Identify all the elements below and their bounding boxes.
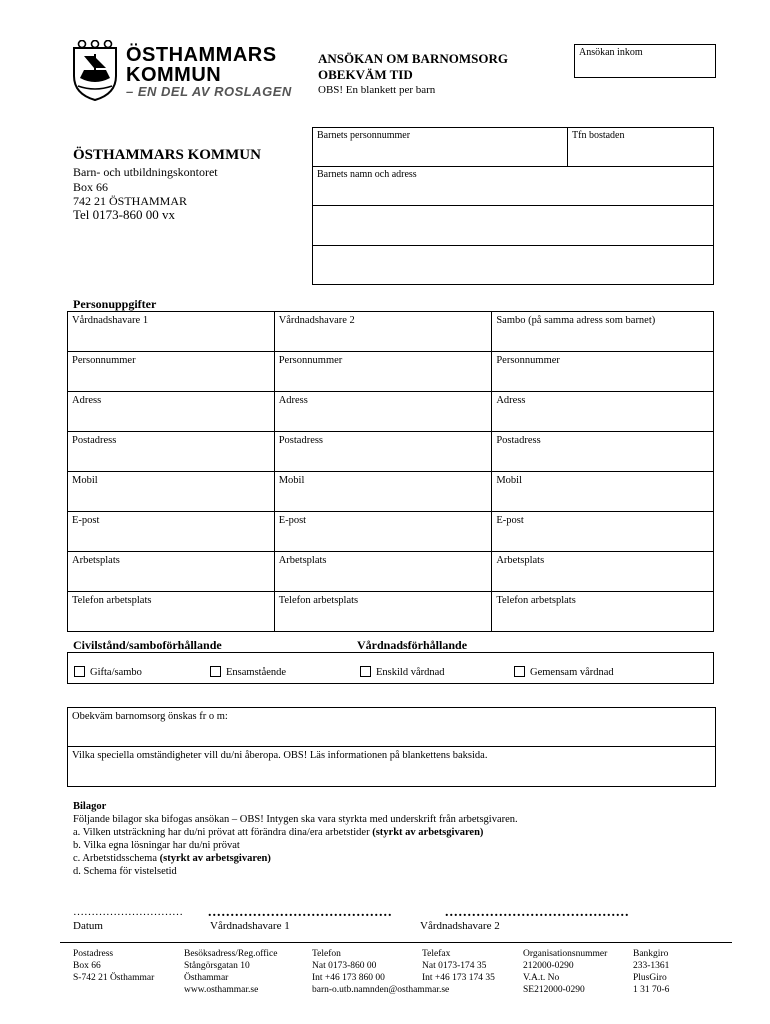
vh1-signature-label: Vårdnadshavare 1 bbox=[210, 920, 290, 932]
field-cell[interactable] bbox=[68, 512, 275, 552]
checkbox-ensamstaende[interactable] bbox=[210, 666, 221, 677]
footer-line: Int +46 173 860 00 bbox=[312, 973, 385, 983]
field-label: Mobil bbox=[496, 475, 523, 486]
footer-line: Int +46 173 174 35 bbox=[422, 973, 495, 983]
footer-divider bbox=[60, 942, 732, 943]
field-label: Arbetsplats bbox=[72, 555, 120, 566]
checkbox-gifta-sambo[interactable] bbox=[74, 666, 85, 677]
checkbox-enskild-vardnad[interactable] bbox=[360, 666, 371, 677]
logo-tagline: – EN DEL AV ROSLAGEN bbox=[126, 84, 292, 99]
field-cell[interactable] bbox=[68, 592, 275, 632]
field-cell[interactable] bbox=[274, 552, 492, 592]
footer-line: 1 31 70-6 bbox=[633, 985, 670, 995]
list-item bbox=[73, 839, 518, 852]
footer-line: V.A.t. No bbox=[523, 973, 560, 983]
list-item-text: a. Vilken utsträckning har du/ni prövat att förändra dina/era arbetstider bbox=[73, 827, 373, 838]
field-label: Sambo (på samma adress som barnet) bbox=[496, 315, 656, 326]
bilagor-section bbox=[73, 800, 518, 878]
field-label: Personnummer bbox=[72, 355, 136, 366]
field-label: Mobil bbox=[72, 475, 98, 486]
field-label: Telefon arbetsplats bbox=[496, 595, 576, 606]
option-enskild-vardnad[interactable] bbox=[360, 666, 445, 678]
field-label: Telefon arbetsplats bbox=[72, 595, 152, 606]
footer-line: www.osthammar.se bbox=[184, 985, 259, 995]
field-label: Postadress bbox=[496, 435, 541, 446]
list-item bbox=[73, 852, 518, 865]
child-tfn-label: Tfn bostaden bbox=[572, 130, 625, 141]
coat-of-arms-icon bbox=[70, 40, 120, 102]
org-dept: Barn- och utbildningskontoret bbox=[73, 165, 218, 179]
field-label: Arbetsplats bbox=[496, 555, 545, 566]
option-enskild-vardnad-label: Enskild vårdnad bbox=[376, 667, 445, 678]
field-cell[interactable] bbox=[274, 312, 492, 352]
field-cell[interactable] bbox=[274, 592, 492, 632]
list-item-text: c. Arbetstidsschema bbox=[73, 853, 160, 864]
list-item bbox=[73, 865, 518, 878]
field-cell[interactable] bbox=[492, 432, 714, 472]
omstandigheter-field[interactable] bbox=[68, 747, 491, 764]
field-label: E-post bbox=[496, 515, 524, 526]
footer-line: 212000-0290 bbox=[523, 961, 574, 971]
child-personnummer-field[interactable] bbox=[313, 127, 414, 144]
datum-label: Datum bbox=[73, 920, 103, 932]
datum-dots: ………………………… bbox=[73, 906, 183, 918]
logo-line2: KOMMUN bbox=[126, 64, 222, 86]
field-label: Adress bbox=[72, 395, 102, 406]
table-row bbox=[68, 312, 714, 352]
footer-line: Telefax bbox=[422, 949, 451, 959]
field-cell[interactable] bbox=[274, 512, 492, 552]
form-title-line2: OBEKVÄM TID bbox=[318, 67, 413, 82]
org-name: ÖSTHAMMARS KOMMUN bbox=[73, 147, 261, 163]
footer-line: Organisationsnummer bbox=[523, 949, 608, 959]
field-cell[interactable] bbox=[68, 352, 275, 392]
field-label: Postadress bbox=[72, 435, 117, 446]
list-item-text: b. Vilka egna lösningar har du/ni prövat bbox=[73, 840, 240, 851]
field-cell[interactable] bbox=[274, 392, 492, 432]
field-cell[interactable] bbox=[68, 472, 275, 512]
field-label: E-post bbox=[72, 515, 100, 526]
child-tfn-field[interactable] bbox=[568, 127, 629, 144]
vh1-dots: ......................................... bbox=[208, 905, 393, 920]
footer-line: Östhammar bbox=[184, 973, 229, 983]
field-label: Vårdnadshavare 1 bbox=[72, 315, 149, 326]
table-row bbox=[68, 432, 714, 472]
footer-line: 233-1361 bbox=[633, 961, 670, 971]
footer-bankgiro bbox=[633, 948, 669, 996]
personuppgifter-title: Personuppgifter bbox=[73, 297, 157, 311]
option-ensamstaende-label: Ensamstående bbox=[226, 667, 287, 678]
table-row bbox=[68, 472, 714, 512]
footer-postadress bbox=[73, 948, 154, 984]
field-cell[interactable] bbox=[68, 432, 275, 472]
field-label: Arbetsplats bbox=[278, 555, 327, 566]
table-row bbox=[68, 592, 714, 632]
checkbox-gemensam-vardnad[interactable] bbox=[514, 666, 525, 677]
child-namn-adress-field[interactable] bbox=[313, 166, 421, 183]
footer-line: Stångörsgatan 10 bbox=[184, 961, 250, 971]
field-label: Vårdnadshavare 2 bbox=[278, 315, 355, 326]
footer-besoksadress bbox=[184, 948, 277, 996]
child-personnummer-label: Barnets personnummer bbox=[317, 130, 411, 141]
footer-line: PlusGiro bbox=[633, 973, 667, 983]
list-item bbox=[73, 826, 518, 839]
logo-line1: ÖSTHAMMARS bbox=[126, 44, 277, 66]
field-cell[interactable] bbox=[492, 592, 714, 632]
option-gemensam-vardnad[interactable] bbox=[514, 666, 614, 678]
footer-line: barn-o.utb.namnden@osthammar.se bbox=[312, 985, 450, 995]
form-subtitle: OBS! En blankett per barn bbox=[318, 84, 436, 96]
list-item-emphasis: (styrkt av arbetsgivaren) bbox=[159, 853, 271, 864]
table-row bbox=[68, 512, 714, 552]
org-tel: Tel 0173-860 00 vx bbox=[73, 207, 175, 222]
bilagor-title: Bilagor bbox=[73, 801, 107, 812]
ansokan-inkom-field[interactable] bbox=[574, 44, 716, 78]
vardnad-title: Vårdnadsförhållande bbox=[357, 638, 468, 652]
option-gemensam-vardnad-label: Gemensam vårdnad bbox=[530, 667, 614, 678]
child-namn-adress-label: Barnets namn och adress bbox=[317, 169, 417, 180]
field-cell[interactable] bbox=[68, 552, 275, 592]
footer-line: Besöksadress/Reg.office bbox=[184, 949, 278, 959]
obekvam-from-label: Obekväm barnomsorg önskas fr o m: bbox=[72, 711, 228, 722]
footer-line: Postadress bbox=[73, 949, 114, 959]
field-cell[interactable] bbox=[492, 472, 714, 512]
field-cell[interactable] bbox=[274, 352, 492, 392]
omstandigheter-label: Vilka speciella omständigheter vill du/ni åberopa. OBS! Läs informationen på blankettens baksida. bbox=[72, 750, 488, 761]
vh2-dots: ......................................... bbox=[445, 905, 630, 920]
field-label: Adress bbox=[278, 395, 308, 406]
bilagor-intro: Följande bilagor ska bifogas ansökan – OBS! Intygen ska vara styrkta med underskrift från arbetsgivaren. bbox=[73, 814, 518, 825]
field-cell[interactable] bbox=[492, 392, 714, 432]
org-postal: 742 21 ÖSTHAMMAR bbox=[73, 194, 188, 208]
list-item-emphasis: (styrkt av arbetsgivaren) bbox=[372, 827, 484, 838]
personuppgifter-table bbox=[67, 311, 714, 632]
field-cell[interactable] bbox=[68, 392, 275, 432]
field-cell[interactable] bbox=[274, 472, 492, 512]
field-cell[interactable] bbox=[274, 432, 492, 472]
field-cell[interactable] bbox=[492, 552, 714, 592]
option-ensamstaende[interactable] bbox=[210, 666, 286, 678]
footer-line: Nat 0173-860 00 bbox=[312, 961, 377, 971]
org-box: Box 66 bbox=[73, 180, 109, 194]
field-label: E-post bbox=[278, 515, 307, 526]
field-cell[interactable] bbox=[492, 312, 714, 352]
field-label: Adress bbox=[496, 395, 526, 406]
field-label: Telefon arbetsplats bbox=[278, 595, 359, 606]
footer-line: SE212000-0290 bbox=[523, 985, 585, 995]
vh2-signature-label: Vårdnadshavare 2 bbox=[420, 920, 500, 932]
obekvam-from-field[interactable] bbox=[68, 708, 232, 725]
footer-line: S-742 21 Östhammar bbox=[73, 973, 155, 983]
footer-line: Telefon bbox=[312, 949, 341, 959]
footer-line: Bankgiro bbox=[633, 949, 669, 959]
table-row bbox=[68, 352, 714, 392]
field-label: Personnummer bbox=[278, 355, 343, 366]
ansokan-inkom-label: Ansökan inkom bbox=[579, 47, 643, 58]
field-cell[interactable] bbox=[68, 312, 275, 352]
field-label: Personnummer bbox=[496, 355, 560, 366]
footer-organisationsnummer bbox=[523, 948, 607, 996]
table-row bbox=[68, 552, 714, 592]
footer-line: Nat 0173-174 35 bbox=[422, 961, 487, 971]
civilstand-title: Civilstånd/samboförhållande bbox=[73, 638, 222, 652]
option-gifta-sambo[interactable] bbox=[74, 666, 142, 678]
list-item-text: d. Schema för vistelsetid bbox=[73, 866, 177, 877]
child-info-box bbox=[312, 127, 714, 285]
footer-telefax bbox=[422, 948, 495, 984]
field-cell[interactable] bbox=[492, 512, 714, 552]
field-label: Mobil bbox=[278, 475, 305, 486]
table-row bbox=[68, 392, 714, 432]
option-gifta-sambo-label: Gifta/sambo bbox=[90, 667, 142, 678]
field-label: Postadress bbox=[278, 435, 324, 446]
form-title-line1: ANSÖKAN OM BARNOMSORG bbox=[318, 51, 508, 66]
field-cell[interactable] bbox=[492, 352, 714, 392]
footer-line: Box 66 bbox=[73, 961, 101, 971]
